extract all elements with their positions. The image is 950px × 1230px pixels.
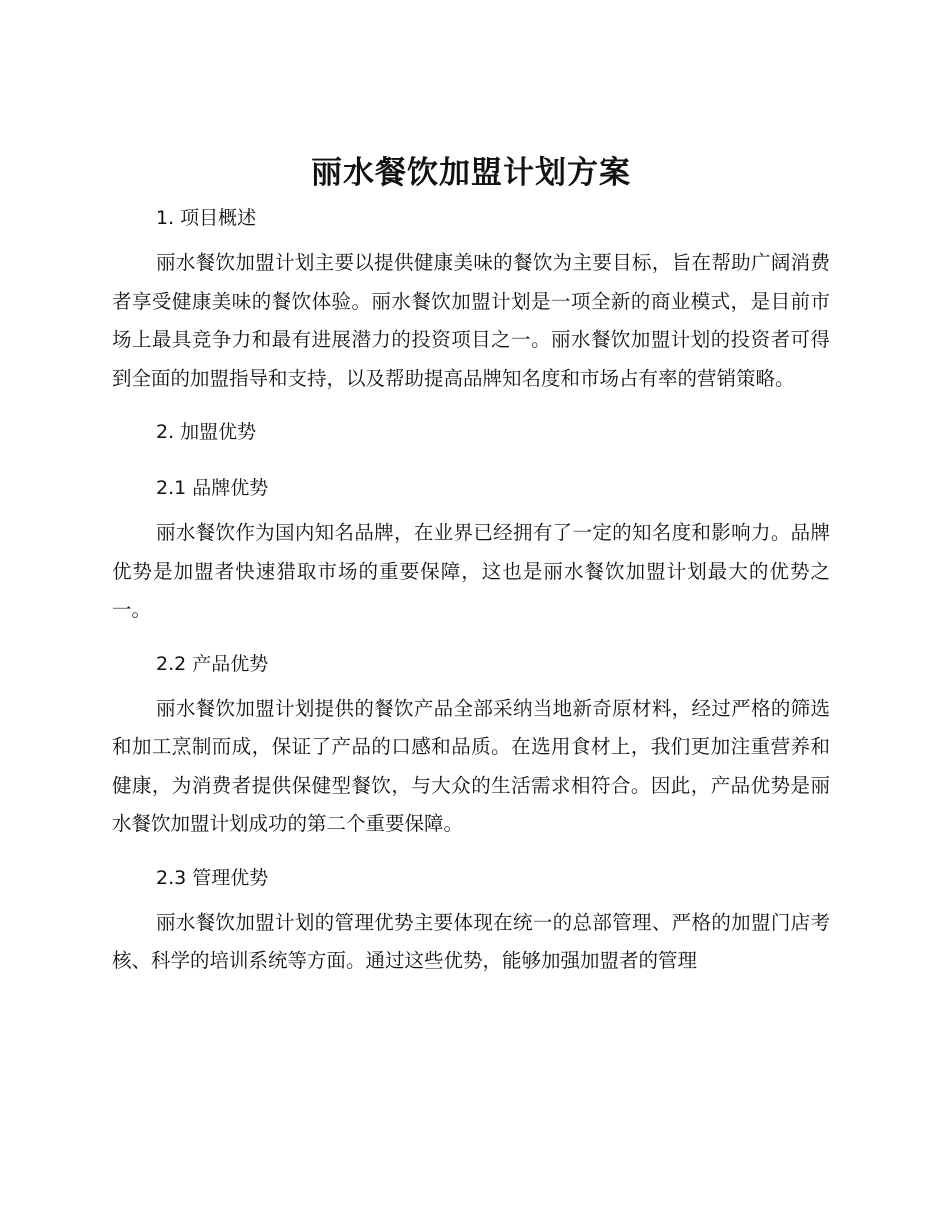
section-paragraph: 丽水餐饮作为国内知名品牌，在业界已经拥有了一定的知名度和影响力。品牌优势是加盟者快速猎取市场的重要保障，这也是丽水餐饮加盟计划最大的优势之一。 — [112, 521, 830, 621]
section-paragraph: 丽水餐饮加盟计划提供的餐饮产品全部采纳当地新奇原材料，经过严格的筛选和加工烹制而成，保证了产品的口感和品质。在选用食材上，我们更加注重营养和健康，为消费者提供保健型餐饮，与大众的生活需求相符合。因此，产品优势是丽水餐饮加盟计划成功的第二个重要保障。 — [112, 696, 830, 835]
section-management-advantage — [112, 866, 830, 981]
section-product-advantage — [112, 652, 830, 844]
section-franchise-advantages — [112, 420, 830, 444]
document-title: 丽水餐饮加盟计划方案 — [311, 155, 631, 191]
section-heading: 2.3 管理优势 — [156, 866, 269, 889]
section-heading: 2. 加盟优势 — [156, 421, 257, 443]
section-paragraph: 丽水餐饮加盟计划主要以提供健康美味的餐饮为主要目标，旨在帮助广阔消费者享受健康美味的餐饮体验。丽水餐饮加盟计划是一项全新的商业模式，是目前市场上最具竞争力和最有进展潜力的投资项目之一。丽水餐饮加盟计划的投资者可得到全面的加盟指导和支持，以及帮助提高品牌知名度和市场占有率的营销策略。 — [112, 251, 830, 390]
section-project-overview — [112, 206, 830, 398]
section-heading: 2.2 产品优势 — [156, 652, 269, 675]
section-paragraph: 丽水餐饮加盟计划的管理优势主要体现在统一的总部管理、严格的加盟门店考核、科学的培训系统等方面。通过这些优势，能够加强加盟者的管理 — [112, 910, 830, 972]
section-heading: 2.1 品牌优势 — [156, 477, 269, 499]
section-heading: 1. 项目概述 — [156, 207, 257, 229]
document-body — [112, 148, 830, 981]
section-brand-advantage — [112, 476, 830, 630]
